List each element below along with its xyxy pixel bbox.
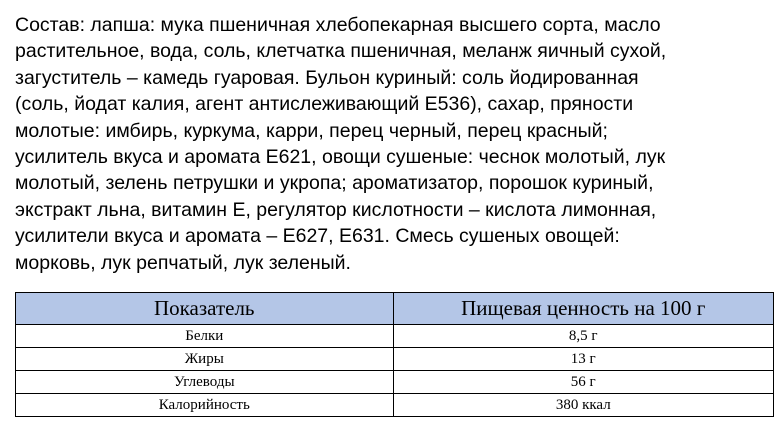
row-value: 13 г bbox=[393, 348, 773, 371]
row-label: Жиры bbox=[16, 348, 394, 371]
row-label: Калорийность bbox=[16, 394, 394, 417]
composition-line: молотый, зелень петрушки и укропа; ароматизатор, порошок куриный, bbox=[15, 172, 654, 195]
composition-line: экстракт льна, витамин Е, регулятор кислотности – кислота лимонная, bbox=[15, 198, 657, 221]
table-row bbox=[16, 325, 774, 348]
table-row bbox=[16, 394, 774, 417]
table-row bbox=[16, 348, 774, 371]
table-row bbox=[16, 371, 774, 394]
composition-line: Состав: лапша: мука пшеничная хлебопекарная высшего сорта, масло bbox=[15, 14, 661, 36]
composition-line: (соль, йодат калия, агент антислеживающий Е536), сахар, пряности bbox=[15, 93, 634, 116]
composition-line: усилитель вкуса и аромата Е621, овощи сушеные: чеснок молотый, лук bbox=[15, 145, 666, 168]
row-label: Углеводы bbox=[16, 371, 394, 394]
nutrition-table bbox=[15, 292, 774, 417]
composition-line: морковь, лук репчатый, лук зеленый. bbox=[15, 251, 351, 274]
row-label: Белки bbox=[16, 325, 394, 348]
composition-line: загуститель – камедь гуаровая. Бульон куриный: соль йодированная bbox=[15, 66, 639, 89]
row-value: 380 ккал bbox=[393, 394, 773, 417]
row-value: 8,5 г bbox=[393, 325, 773, 348]
composition-text bbox=[15, 12, 775, 276]
composition-line: растительное, вода, соль, клетчатка пшеничная, меланж яичный сухой, bbox=[15, 40, 667, 63]
table-header-row bbox=[16, 293, 774, 325]
row-value: 56 г bbox=[393, 371, 773, 394]
header-nutritional-value: Пищевая ценность на 100 г bbox=[393, 293, 773, 325]
composition-line: усилители вкуса и аромата – Е627, Е631. Смесь сушеных овощей: bbox=[15, 225, 620, 248]
composition-line: молотые: имбирь, куркума, карри, перец черный, перец красный; bbox=[15, 119, 608, 142]
header-indicator: Показатель bbox=[16, 293, 394, 325]
